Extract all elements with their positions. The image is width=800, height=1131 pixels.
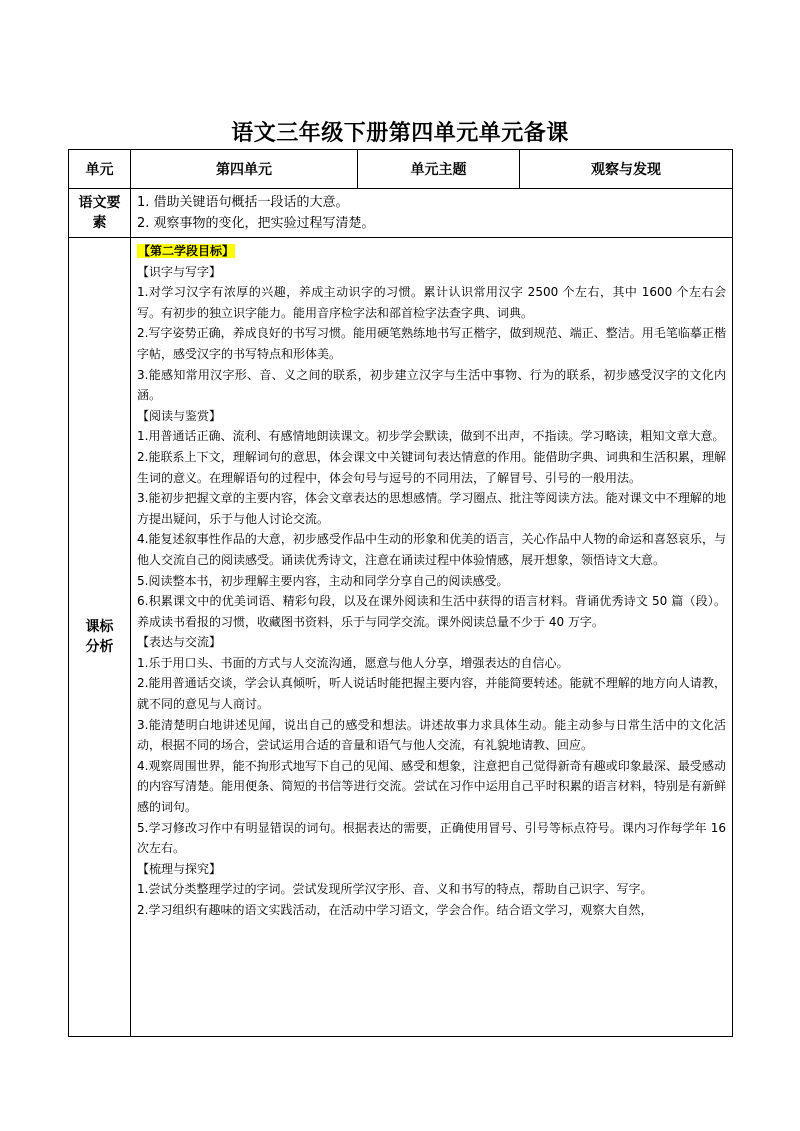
requirement-item: 1. 借助关键语句概括一段话的大意。 [137, 195, 349, 210]
list-item: 3.能清楚明白地讲述见闻，说出自己的感受和想法。讲述故事力求具体生动。能主动参与日常生活中的文化活动，根据不同的场合，尝试运用合适的音量和语气与他人交流，有礼貌地请教、回应。 [137, 717, 726, 753]
list-item: 2.学习组织有趣味的语文实践活动，在活动中学习语文，学会合作。结合语文学习，观察大自然， [137, 903, 653, 917]
list-item: 2.能联系上下文，理解词句的意思，体会课文中关键词句表达情意的作用。能借助字典、词典和生活积累，理解生词的意义。在理解语句的过程中，体会句号与逗号的不同用法，了解冒号、引号的一般用法。 [137, 449, 726, 485]
stage-goal-highlight: 【第二学段目标】 [138, 244, 235, 258]
list-item: 3.能感知常用汉字形、音、义之间的联系，初步建立汉字与生活中事物、行为的联系，初步感受汉字的文化内涵。 [137, 367, 726, 403]
section-heading: 【表达与交流】 [137, 635, 222, 650]
list-item: 2.能用普通话交谈，学会认真倾听，听人说话时能把握主要内容，并能简要转述。能就不理解的地方向人请教，就不同的意见与人商讨。 [137, 676, 726, 712]
theme-label: 单元主题 [358, 150, 520, 189]
lesson-plan-table [68, 149, 733, 1037]
list-item: 4.观察周围世界，能不拘形式地写下自己的见闻、感受和想象，注意把自己觉得新奇有趣或印象最深、最受感动的内容写清楚。能用便条、简短的书信等进行交流。尝试在习作中运用自己平时积累的语言材料，特别是有新鲜感的词句。 [137, 758, 726, 815]
header-row [69, 150, 733, 189]
list-item: 2.写字姿势正确，养成良好的书写习惯。能用硬笔熟练地书写正楷字，做到规范、端正、整洁。用毛笔临摹正楷字帖，感受汉字的书写特点和形体美。 [137, 326, 726, 361]
analysis-content [131, 238, 733, 1037]
list-item: 1.对学习汉字有浓厚的兴趣，养成主动识字的习惯。累计认识常用汉字 2500 个左右，其中 1600 个左右会写。有初步的独立识字能力。能用音序检字法和部首检字法查字典、词典。 [137, 285, 726, 320]
requirement-item: 2. 观察事物的变化，把实验过程写清楚。 [137, 216, 375, 231]
list-item: 3.能初步把握文章的主要内容，体会文章表达的思想感情。学习圈点、批注等阅读方法。能对课文中不理解的地方提出疑问，乐于与他人讨论交流。 [137, 491, 726, 526]
list-item: 4.能复述叙事性作品的大意，初步感受作品中生动的形象和优美的语言，关心作品中人物的命运和喜怒哀乐，与他人交流自己的阅读感受。诵读优秀诗文，注意在诵读过程中体验情感，展开想象，领悟诗文大意。 [137, 532, 726, 567]
section-heading: 【阅读与鉴赏】 [137, 408, 222, 423]
list-item: 5.学习修改习作中有明显错误的词句。根据表达的需要，正确使用冒号、引号等标点符号。课内习作每学年 16 次左右。 [137, 820, 726, 856]
list-item: 5.阅读整本书，初步理解主要内容，主动和同学分享自己的阅读感受。 [137, 573, 509, 588]
list-item: 1.尝试分类整理学过的字词。尝试发现所学汉字形、音、义和书写的特点，帮助自己识字、写字。 [137, 882, 653, 897]
section-heading: 【梳理与探究】 [137, 861, 222, 876]
requirements-row [69, 189, 733, 238]
requirements-content [131, 189, 733, 238]
analysis-label: 课标 分析 [69, 238, 131, 1037]
list-item: 1.乐于用口头、书面的方式与人交流沟通，愿意与他人分享，增强表达的自信心。 [137, 655, 569, 670]
unit-value: 第四单元 [131, 150, 358, 189]
page-title: 语文三年级下册第四单元单元备课 [231, 121, 569, 146]
analysis-row [69, 238, 733, 1037]
section-heading: 【识字与写字】 [137, 264, 222, 279]
list-item: 1.用普通话正确、流利、有感情地朗读课文。初步学会默读，做到不出声，不指读。学习略读，粗知文章大意。 [137, 429, 725, 444]
unit-label: 单元 [69, 150, 131, 189]
list-item: 6.积累课文中的优美词语、精彩句段，以及在课外阅读和生活中获得的语言材料。背诵优秀诗文 50 篇（段）。养成读书看报的习惯，收藏图书资料，乐于与同学交流。课外阅读总量不少于 40 万字。 [137, 594, 726, 629]
requirements-label: 语文要 素 [69, 189, 131, 238]
theme-value: 观察与发现 [520, 150, 733, 189]
